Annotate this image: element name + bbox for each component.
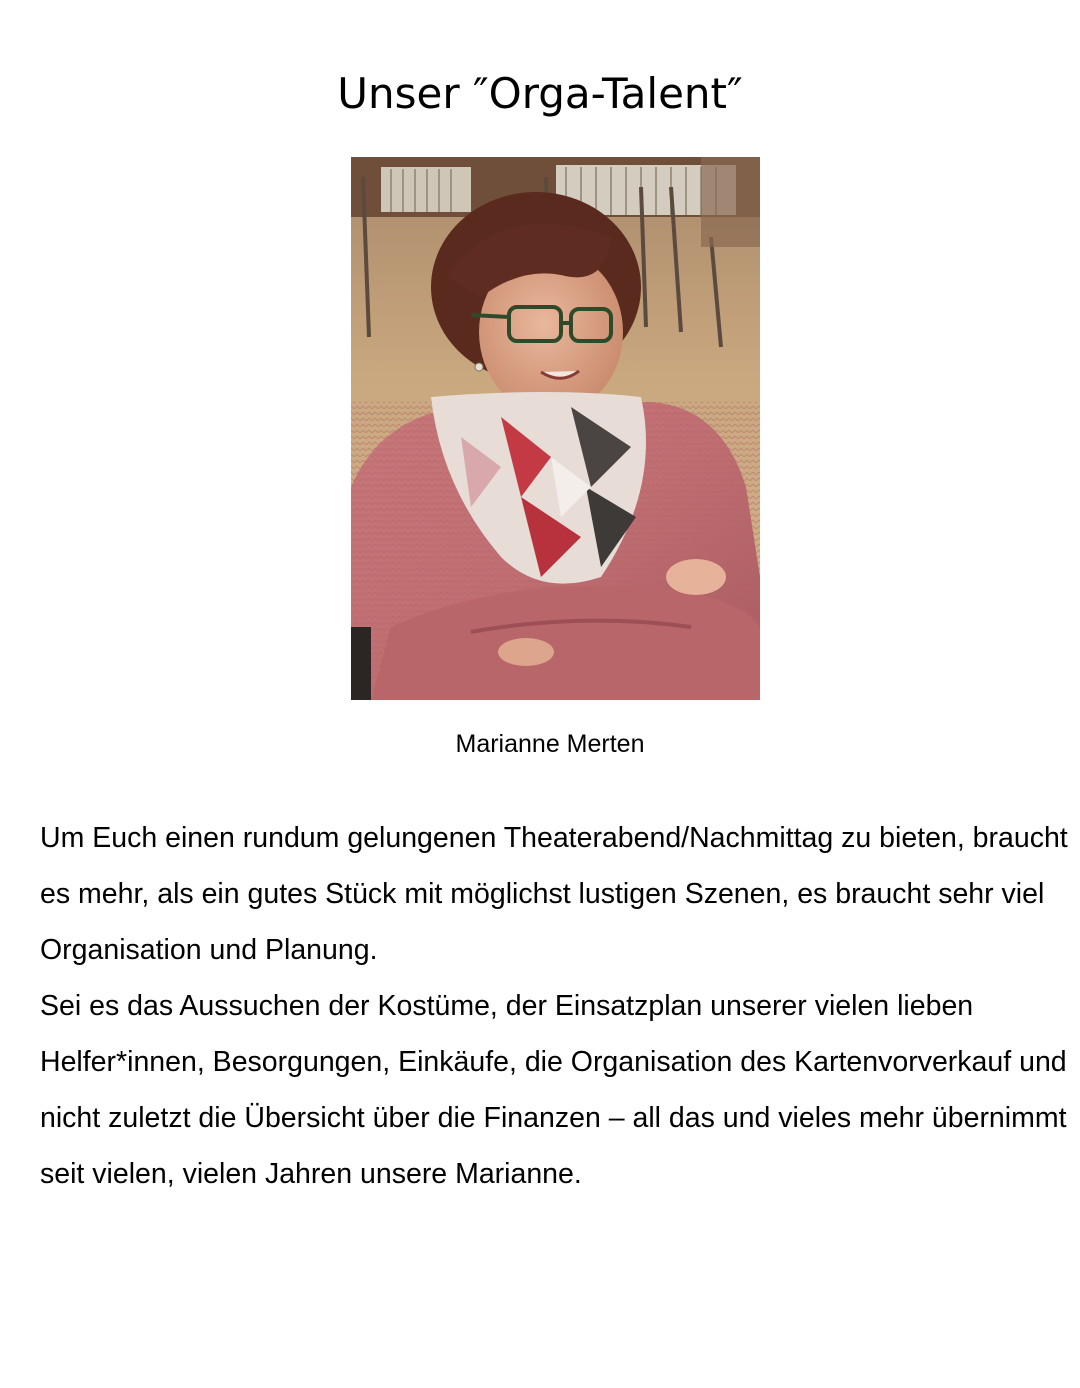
photo-caption: Marianne Merten (455, 730, 645, 758)
paragraph: Um Euch einen rundum gelungenen Theaterabend/Nachmittag zu bieten, braucht es mehr, als ein gutes Stück mit möglichst lustigen Szenen, es braucht sehr viel Organisation und Planung. (40, 822, 1068, 966)
article-body (40, 810, 1070, 1202)
paragraph: Sei es das Aussuchen der Kostüme, der Einsatzplan unserer vielen lieben Helfer*innen, Besorgungen, Einkäufe, die Organisation des Kartenvorverkauf und nicht zuletzt die Übersicht über die Finanzen – all das und vieles mehr übernimmt seit vielen, vielen Jahren unsere Marianne. (40, 990, 1067, 1190)
page-title: Unser ″Orga-Talent″ (337, 69, 743, 118)
portrait-photo (351, 157, 760, 700)
